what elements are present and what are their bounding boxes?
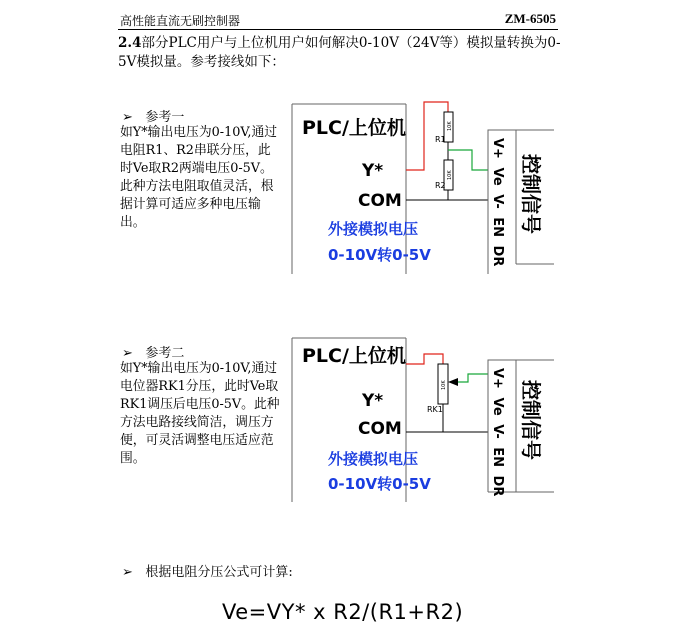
bullet-arrow-icon: ➢ — [122, 346, 133, 361]
reference2-rk1-label: RK1 — [427, 405, 443, 414]
reference1-plc-label: PLC/上位机 — [302, 117, 406, 139]
section-number: 2.4 — [118, 35, 142, 51]
reference1-control-label: 控制信号 — [519, 154, 543, 234]
reference1-title: 参考一 — [145, 110, 185, 125]
header-rule — [118, 29, 558, 30]
reference1-blue-line2: 0-10V转0-5V — [328, 246, 431, 264]
pin-ve: Ve — [490, 397, 505, 416]
pin-ve: Ve — [490, 167, 505, 186]
reference2-blue-line1: 外接模拟电压 — [328, 450, 419, 468]
reference2-y-label: Y* — [362, 391, 384, 411]
reference1-r2-value: 10K — [447, 170, 453, 180]
reference2-description: 如Y*输出电压为0-10V,通过电位器RK1分压，此时Ve取RK1调压后电压0-5V。此种方法电路接线简洁，调压方便，可灵活调整电压适应范围。 — [120, 361, 280, 466]
reference1-blue-line1: 外接模拟电压 — [328, 220, 419, 238]
header-title: 高性能直流无刷控制器 — [120, 14, 241, 28]
reference1-pins — [490, 138, 505, 266]
reference2-title: 参考二 — [145, 346, 185, 361]
reference2-pins — [490, 368, 505, 496]
pin-vminus: V- — [490, 424, 505, 439]
reference1-r1-value: 10K — [447, 121, 453, 131]
reference1-r1-label: R1 — [435, 135, 446, 144]
reference2-heading — [122, 342, 184, 361]
bullet-arrow-icon: ➢ — [122, 110, 133, 125]
reference1-y-label: Y* — [362, 161, 384, 181]
reference2-red-wire — [406, 354, 443, 364]
reference2-plc-label: PLC/上位机 — [302, 345, 406, 367]
pin-dr: DR — [490, 475, 505, 497]
pin-en: EN — [490, 447, 505, 468]
reference1-green-wire — [448, 150, 488, 170]
reference2-wiper-arrow-icon — [448, 378, 458, 386]
bullet-arrow-icon: ➢ — [122, 565, 133, 580]
pin-en: EN — [490, 217, 505, 238]
formula-heading — [122, 561, 293, 580]
voltage-divider-formula: Ve=VY* x R2/(R1+R2) — [222, 600, 464, 624]
reference1-heading — [122, 106, 184, 125]
reference1-diagram — [288, 98, 558, 278]
reference2-com-label: COM — [358, 419, 402, 439]
intro-text: 部分PLC用户与上位机用户如何解决0-10V（24V等）模拟量转换为0-5V模拟量。参考接线如下： — [118, 35, 561, 70]
reference2-green-wire — [458, 374, 488, 382]
header-model: ZM-6505 — [504, 11, 556, 26]
intro-paragraph — [118, 34, 563, 72]
reference1-com-wire — [406, 190, 448, 200]
reference2-rk1-value: 10K — [441, 380, 447, 390]
reference1-description: 如Y*输出电压为0-10V,通过电阻R1、R2串联分压，此时Ve取R2两端电压0-5V。此种方法电阻取值灵活，根据计算可适应多种电压输出。 — [120, 125, 278, 230]
pin-vplus: V+ — [490, 138, 505, 159]
pin-dr: DR — [490, 245, 505, 267]
reference2-blue-line2: 0-10V转0-5V — [328, 475, 431, 493]
reference1-r2-label: R2 — [435, 181, 446, 190]
formula-lead: 根据电阻分压公式可计算: — [145, 565, 293, 580]
reference1-com-label: COM — [358, 191, 402, 211]
reference2-diagram — [288, 334, 558, 514]
reference2-control-label: 控制信号 — [519, 380, 543, 460]
pin-vminus: V- — [490, 194, 505, 209]
pin-vplus: V+ — [490, 368, 505, 389]
